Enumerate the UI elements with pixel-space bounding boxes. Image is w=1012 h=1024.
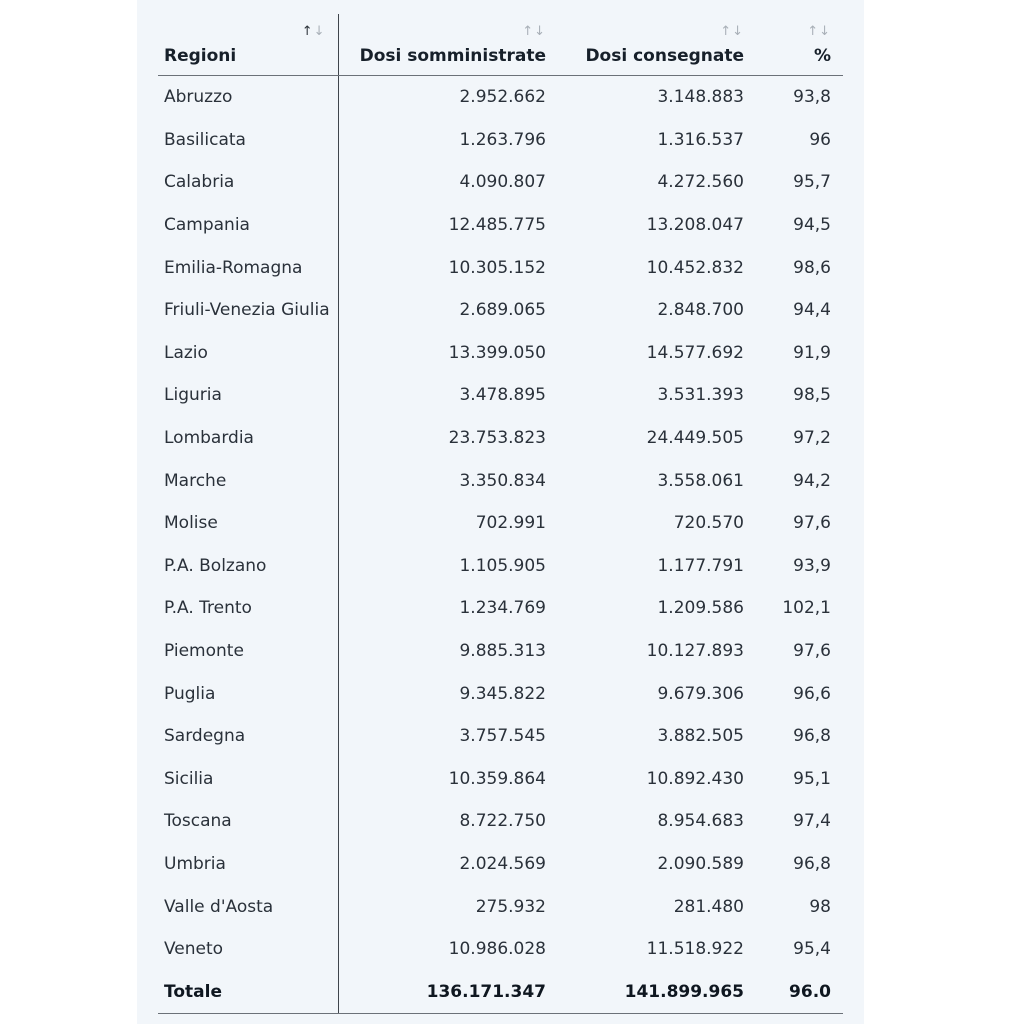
header-regioni-label: Regioni <box>164 46 237 66</box>
percent-cell: 94,2 <box>793 470 831 491</box>
dosi-consegnate-cell: 720.570 <box>673 513 744 534</box>
table-row <box>158 246 843 289</box>
percent-cell: 94,4 <box>793 300 831 321</box>
region-cell: Lombardia <box>158 417 338 460</box>
dosi-consegnate-cell: 10.452.832 <box>646 257 744 278</box>
dosi-somministrate-cell: 3.757.545 <box>459 726 546 747</box>
region-cell: Umbria <box>158 843 338 886</box>
table-row <box>158 332 843 375</box>
dosi-consegnate-cell: 10.892.430 <box>646 768 744 789</box>
dosi-consegnate-cell: 1.177.791 <box>657 555 744 576</box>
header-dosi-consegnate[interactable] <box>558 14 756 76</box>
dosi-somministrate-cell: 1.263.796 <box>459 129 546 150</box>
table-row <box>158 502 843 545</box>
header-dosi-somministrate[interactable] <box>338 14 558 76</box>
region-cell: Sicilia <box>158 758 338 801</box>
dosi-consegnate-cell: 14.577.692 <box>646 342 744 363</box>
dosi-consegnate-cell: 8.954.683 <box>657 811 744 832</box>
table-row <box>158 545 843 588</box>
percent-cell: 97,2 <box>793 428 831 449</box>
percent-cell: 98,5 <box>793 385 831 406</box>
region-cell: Abruzzo <box>158 76 338 119</box>
region-cell: Emilia-Romagna <box>158 246 338 289</box>
dosi-somministrate-cell: 10.359.864 <box>448 768 546 789</box>
percent-cell: 91,9 <box>793 342 831 363</box>
percent-cell: 97,4 <box>793 811 831 832</box>
dosi-somministrate-cell: 2.689.065 <box>459 300 546 321</box>
vaccine-doses-table <box>158 14 843 1014</box>
percent-cell: 95,4 <box>793 939 831 960</box>
region-cell: Molise <box>158 502 338 545</box>
table-row <box>158 161 843 204</box>
dosi-somministrate-cell: 275.932 <box>475 896 546 917</box>
header-dosi-somministrate-label: Dosi somministrate <box>359 46 546 66</box>
percent-cell: 102,1 <box>782 598 831 619</box>
sort-arrows-icon[interactable]: ↑↓ <box>720 24 744 39</box>
dosi-somministrate-cell: 10.305.152 <box>448 257 546 278</box>
region-cell: Liguria <box>158 374 338 417</box>
dosi-somministrate-cell: 702.991 <box>475 513 546 534</box>
sort-arrows-icon[interactable]: ↑↓ <box>522 24 546 39</box>
percent-cell: 96,6 <box>793 683 831 704</box>
dosi-somministrate-cell: 3.350.834 <box>459 470 546 491</box>
dosi-consegnate-cell: 3.148.883 <box>657 87 744 108</box>
region-cell: Piemonte <box>158 630 338 673</box>
dosi-consegnate-cell: 2.848.700 <box>657 300 744 321</box>
region-cell: Lazio <box>158 332 338 375</box>
percent-cell: 93,8 <box>793 87 831 108</box>
dosi-consegnate-cell: 2.090.589 <box>657 853 744 874</box>
dosi-consegnate-cell: 141.899.965 <box>558 970 756 1013</box>
dosi-somministrate-cell: 8.722.750 <box>459 811 546 832</box>
dosi-consegnate-cell: 281.480 <box>673 896 744 917</box>
table-row <box>158 119 843 162</box>
table-row <box>158 417 843 460</box>
dosi-somministrate-cell: 2.024.569 <box>459 853 546 874</box>
sort-arrows-icon[interactable]: ↑↓ <box>301 24 326 39</box>
percent-cell: 98,6 <box>793 257 831 278</box>
dosi-somministrate-cell: 4.090.807 <box>459 172 546 193</box>
header-percent[interactable] <box>756 14 843 76</box>
header-dosi-consegnate-label: Dosi consegnate <box>585 46 744 66</box>
dosi-consegnate-cell: 1.209.586 <box>657 598 744 619</box>
region-cell: Friuli-Venezia Giulia <box>158 289 338 332</box>
percent-cell: 93,9 <box>793 555 831 576</box>
dosi-consegnate-cell: 3.882.505 <box>657 726 744 747</box>
dosi-consegnate-cell: 24.449.505 <box>646 428 744 449</box>
table-row <box>158 758 843 801</box>
percent-cell: 98 <box>809 896 831 917</box>
dosi-somministrate-cell: 23.753.823 <box>448 428 546 449</box>
dosi-consegnate-cell: 13.208.047 <box>646 215 744 236</box>
region-cell: Campania <box>158 204 338 247</box>
dosi-consegnate-cell: 10.127.893 <box>646 641 744 662</box>
dosi-somministrate-cell: 3.478.895 <box>459 385 546 406</box>
percent-cell: 95,7 <box>793 172 831 193</box>
header-percent-label: % <box>813 46 831 66</box>
header-regioni[interactable] <box>158 14 338 76</box>
dosi-consegnate-cell: 3.558.061 <box>657 470 744 491</box>
dosi-somministrate-cell: 10.986.028 <box>448 939 546 960</box>
region-cell: Marche <box>158 459 338 502</box>
dosi-consegnate-cell: 4.272.560 <box>657 172 744 193</box>
region-cell: Basilicata <box>158 119 338 162</box>
region-cell: P.A. Bolzano <box>158 545 338 588</box>
region-cell: Veneto <box>158 928 338 971</box>
percent-cell: 95,1 <box>793 768 831 789</box>
table-row <box>158 928 843 971</box>
table-header-row <box>158 14 843 76</box>
dosi-somministrate-cell: 136.171.347 <box>338 970 558 1013</box>
percent-cell: 97,6 <box>793 513 831 534</box>
dosi-consegnate-cell: 11.518.922 <box>646 939 744 960</box>
percent-cell: 96 <box>809 129 831 150</box>
region-cell: Puglia <box>158 672 338 715</box>
table-row <box>158 800 843 843</box>
percent-cell: 97,6 <box>793 641 831 662</box>
table-row <box>158 204 843 247</box>
dosi-consegnate-cell: 1.316.537 <box>657 129 744 150</box>
dosi-somministrate-cell: 9.345.822 <box>459 683 546 704</box>
region-cell: Calabria <box>158 161 338 204</box>
region-cell: Toscana <box>158 800 338 843</box>
table-row <box>158 374 843 417</box>
region-cell: P.A. Trento <box>158 587 338 630</box>
percent-cell: 96,8 <box>793 726 831 747</box>
table-total-row <box>158 970 843 1013</box>
table-row <box>158 289 843 332</box>
table-row <box>158 715 843 758</box>
dosi-somministrate-cell: 9.885.313 <box>459 641 546 662</box>
dosi-somministrate-cell: 12.485.775 <box>448 215 546 236</box>
table-row <box>158 672 843 715</box>
percent-cell: 94,5 <box>793 215 831 236</box>
region-cell: Valle d'Aosta <box>158 885 338 928</box>
dosi-somministrate-cell: 2.952.662 <box>459 87 546 108</box>
percent-cell: 96,8 <box>793 853 831 874</box>
table-row <box>158 885 843 928</box>
table-row <box>158 587 843 630</box>
region-cell: Sardegna <box>158 715 338 758</box>
dosi-somministrate-cell: 13.399.050 <box>448 342 546 363</box>
table-row <box>158 843 843 886</box>
sort-arrows-icon[interactable]: ↑↓ <box>807 24 831 39</box>
table-panel <box>137 0 864 1024</box>
dosi-consegnate-cell: 9.679.306 <box>657 683 744 704</box>
dosi-consegnate-cell: 3.531.393 <box>657 385 744 406</box>
table-row <box>158 459 843 502</box>
dosi-somministrate-cell: 1.105.905 <box>459 555 546 576</box>
table-row <box>158 630 843 673</box>
region-cell: Totale <box>158 970 338 1013</box>
percent-cell: 96.0 <box>756 970 843 1013</box>
table-row <box>158 76 843 119</box>
dosi-somministrate-cell: 1.234.769 <box>459 598 546 619</box>
table-body <box>158 76 843 1014</box>
